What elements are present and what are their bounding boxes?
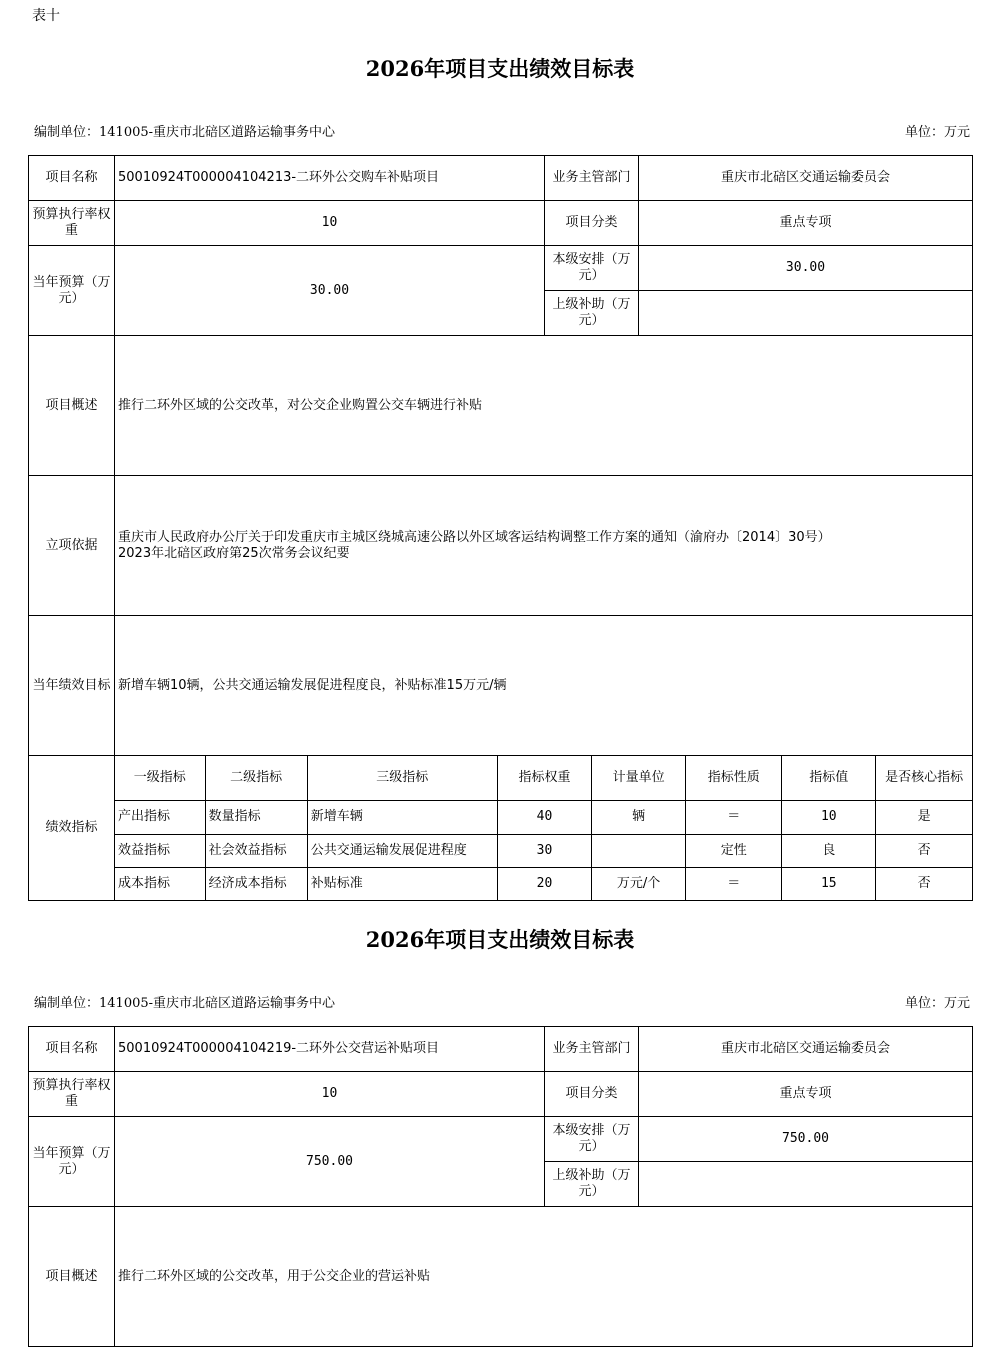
table1-meta <box>34 123 970 143</box>
dept-value: 重庆市北碚区交通运输委员会 <box>639 1027 973 1072</box>
unit-cell: 辆 <box>592 800 686 834</box>
level1-cell: 产出指标 <box>115 800 205 834</box>
table1-title: 2026年项目支出绩效目标表 <box>365 56 635 81</box>
category-label: 项目分类 <box>545 201 639 246</box>
value-cell: 15 <box>782 867 876 900</box>
currency-label: 单位：万元 <box>904 996 970 1011</box>
weight-label: 预算执行率权重 <box>29 1072 115 1117</box>
indicators-label: 绩效指标 <box>29 756 115 901</box>
table2-grid <box>28 1026 973 1347</box>
local-label: 本级安排（万元） <box>545 1117 639 1162</box>
budget-label: 当年预算（万元） <box>29 246 115 336</box>
level1-cell: 效益指标 <box>115 834 205 867</box>
local-value: 750.00 <box>639 1117 973 1162</box>
unit-cell <box>592 834 686 867</box>
table1-grid <box>28 155 973 901</box>
level2-cell: 经济成本指标 <box>205 867 307 900</box>
local-value: 30.00 <box>639 246 973 291</box>
level2-cell: 数量指标 <box>205 800 307 834</box>
level2-cell: 社会效益指标 <box>205 834 307 867</box>
indicator-header-row <box>115 756 972 800</box>
overview-label: 项目概述 <box>29 336 115 476</box>
value-cell: 良 <box>782 834 876 867</box>
superior-label: 上级补助（万元） <box>545 1162 639 1207</box>
table-row <box>115 867 972 900</box>
basis-text <box>115 476 973 616</box>
header-cell: 二级指标 <box>205 756 307 800</box>
header-cell: 指标值 <box>782 756 876 800</box>
weight-label: 预算执行率权重 <box>29 201 115 246</box>
nature-cell: 定性 <box>686 834 782 867</box>
nature-cell: ＝ <box>686 867 782 900</box>
category-label: 项目分类 <box>545 1072 639 1117</box>
superior-value <box>639 1162 973 1207</box>
value-cell: 10 <box>782 800 876 834</box>
dept-label: 业务主管部门 <box>545 156 639 201</box>
page-label: 表十 <box>32 8 60 24</box>
superior-value <box>639 291 973 336</box>
overview-label: 项目概述 <box>29 1207 115 1347</box>
dept-value: 重庆市北碚区交通运输委员会 <box>639 156 973 201</box>
table-row <box>115 800 972 834</box>
budget-value: 30.00 <box>115 246 545 336</box>
indicators-cell <box>115 756 973 901</box>
goal-label: 当年绩效目标 <box>29 616 115 756</box>
weight-cell: 20 <box>497 867 591 900</box>
budget-label: 当年预算（万元） <box>29 1117 115 1207</box>
overview-text: 推行二环外区域的公交改革，对公交企业购置公交车辆进行补贴 <box>115 336 973 476</box>
nature-cell: ＝ <box>686 800 782 834</box>
header-cell: 是否核心指标 <box>876 756 972 800</box>
table2-title: 2026年项目支出绩效目标表 <box>365 927 635 952</box>
goal-text: 新增车辆10辆，公共交通运输发展促进程度良，补贴标准15万元/辆 <box>115 616 973 756</box>
header-cell: 指标权重 <box>497 756 591 800</box>
basis-line-2: 2023年北碚区政府第25次常务会议纪要 <box>118 545 350 561</box>
unit-value: 141005-重庆市北碚区道路运输事务中心 <box>99 996 336 1011</box>
table-row <box>115 834 972 867</box>
unit-cell: 万元/个 <box>592 867 686 900</box>
weight-cell: 30 <box>497 834 591 867</box>
unit-label: 编制单位： <box>34 996 100 1011</box>
basis-line-1: 重庆市人民政府办公厅关于印发重庆市主城区绕城高速公路以外区域客运结构调整工作方案的通知（渝府办〔2014〕30号） <box>118 529 831 545</box>
unit-value: 141005-重庆市北碚区道路运输事务中心 <box>99 125 336 140</box>
weight-value: 10 <box>115 201 545 246</box>
level3-cell: 补贴标准 <box>307 867 497 900</box>
level1-cell: 成本指标 <box>115 867 205 900</box>
superior-label: 上级补助（万元） <box>545 291 639 336</box>
weight-cell: 40 <box>497 800 591 834</box>
currency-label: 单位：万元 <box>904 125 970 140</box>
header-cell: 一级指标 <box>115 756 205 800</box>
budget-value: 750.00 <box>115 1117 545 1207</box>
header-cell: 指标性质 <box>686 756 782 800</box>
core-cell: 否 <box>876 834 972 867</box>
category-value: 重点专项 <box>639 201 973 246</box>
project-name-label: 项目名称 <box>29 1027 115 1072</box>
weight-value: 10 <box>115 1072 545 1117</box>
table2-meta <box>34 994 970 1014</box>
core-cell: 是 <box>876 800 972 834</box>
overview-text: 推行二环外区域的公交改革，用于公交企业的营运补贴 <box>115 1207 973 1347</box>
level3-cell: 公共交通运输发展促进程度 <box>307 834 497 867</box>
header-cell: 三级指标 <box>307 756 497 800</box>
local-label: 本级安排（万元） <box>545 246 639 291</box>
category-value: 重点专项 <box>639 1072 973 1117</box>
basis-label: 立项依据 <box>29 476 115 616</box>
project-name-value: 50010924T000004104219-二环外公交营运补贴项目 <box>115 1027 545 1072</box>
dept-label: 业务主管部门 <box>545 1027 639 1072</box>
level3-cell: 新增车辆 <box>307 800 497 834</box>
header-cell: 计量单位 <box>592 756 686 800</box>
project-name-value: 50010924T000004104213-二环外公交购车补贴项目 <box>115 156 545 201</box>
project-name-label: 项目名称 <box>29 156 115 201</box>
core-cell: 否 <box>876 867 972 900</box>
unit-label: 编制单位： <box>34 125 100 140</box>
indicators-table <box>115 756 972 900</box>
